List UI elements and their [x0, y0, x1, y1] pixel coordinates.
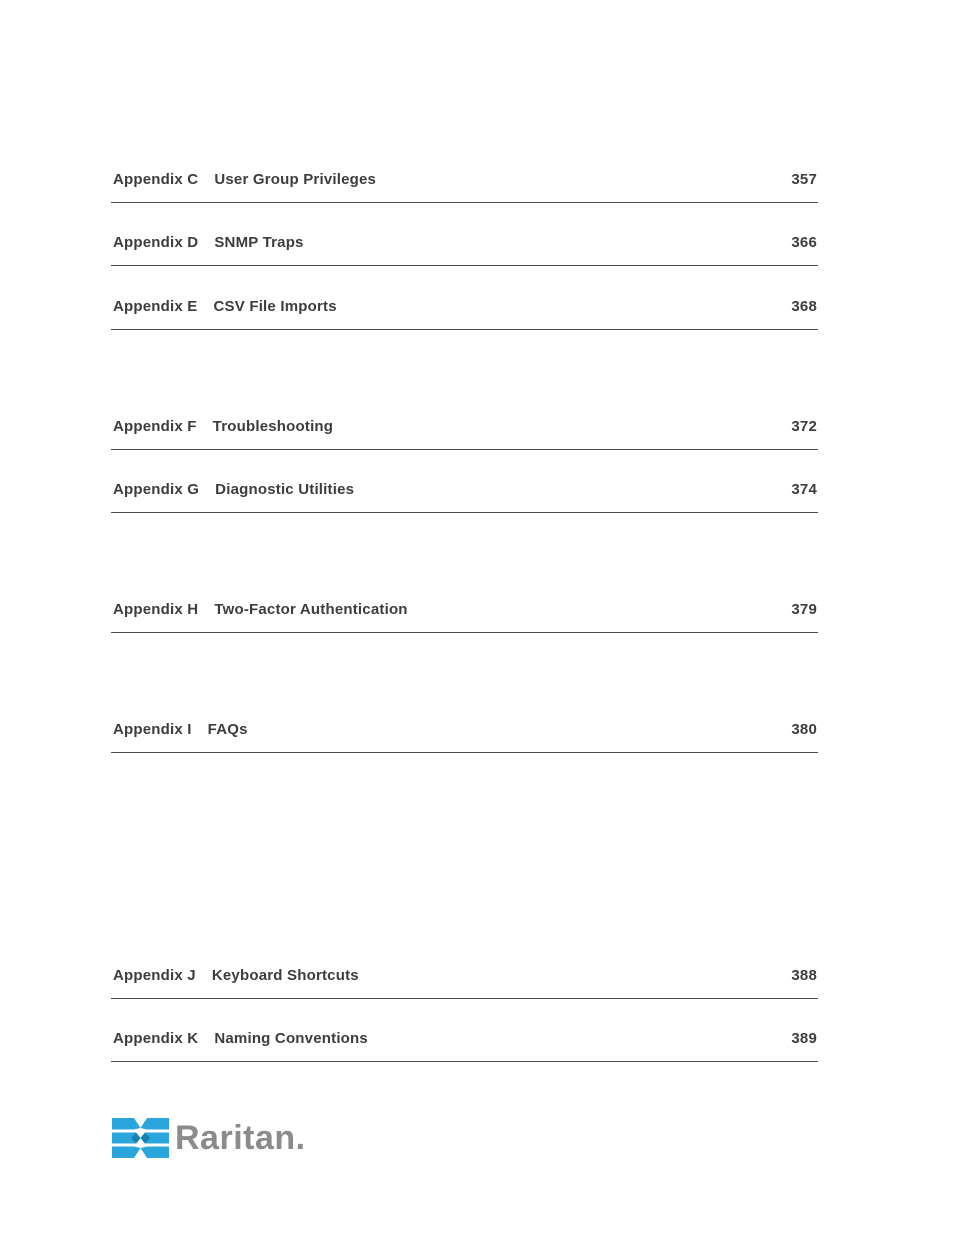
appendix-title: Troubleshooting: [212, 418, 334, 435]
toc-entry: [111, 171, 818, 203]
appendix-label: Appendix K: [113, 1030, 199, 1047]
appendix-title: Diagnostic Utilities: [215, 481, 355, 498]
appendix-title: Two-Factor Authentication: [214, 601, 408, 618]
appendix-title: CSV File Imports: [213, 298, 337, 315]
appendix-title: FAQs: [207, 721, 248, 738]
toc-entry: [111, 1030, 818, 1062]
appendix-label: Appendix G: [113, 481, 200, 498]
appendix-label: Appendix H: [113, 601, 199, 618]
page-number: 389: [791, 1030, 817, 1047]
appendix-label: Appendix D: [113, 234, 199, 251]
page-number: 374: [791, 481, 817, 498]
toc-entry: [111, 721, 818, 753]
page-number: 368: [791, 298, 817, 315]
appendix-label: Appendix E: [113, 298, 198, 315]
raritan-logo-icon: [112, 1117, 169, 1159]
page-number: 380: [791, 721, 817, 738]
appendix-title: User Group Privileges: [214, 171, 377, 188]
raritan-logo-text: Raritan.: [175, 1118, 306, 1157]
page-number: 357: [791, 171, 817, 188]
appendix-title: Keyboard Shortcuts: [211, 967, 359, 984]
toc-entry: [111, 967, 818, 999]
raritan-logo: [112, 1117, 306, 1159]
appendix-label: Appendix C: [113, 171, 199, 188]
page-number: 388: [791, 967, 817, 984]
page-number: 372: [791, 418, 817, 435]
toc-entry: [111, 481, 818, 513]
page-number: 366: [791, 234, 817, 251]
toc-entry: [111, 601, 818, 633]
toc-entry: [111, 234, 818, 266]
toc-entry: [111, 298, 818, 330]
appendix-label: Appendix I: [113, 721, 192, 738]
appendix-title: SNMP Traps: [214, 234, 304, 251]
appendix-title: Naming Conventions: [214, 1030, 368, 1047]
appendix-label: Appendix J: [113, 967, 196, 984]
appendix-label: Appendix F: [113, 418, 197, 435]
toc-entry: [111, 418, 818, 450]
page-number: 379: [791, 601, 817, 618]
